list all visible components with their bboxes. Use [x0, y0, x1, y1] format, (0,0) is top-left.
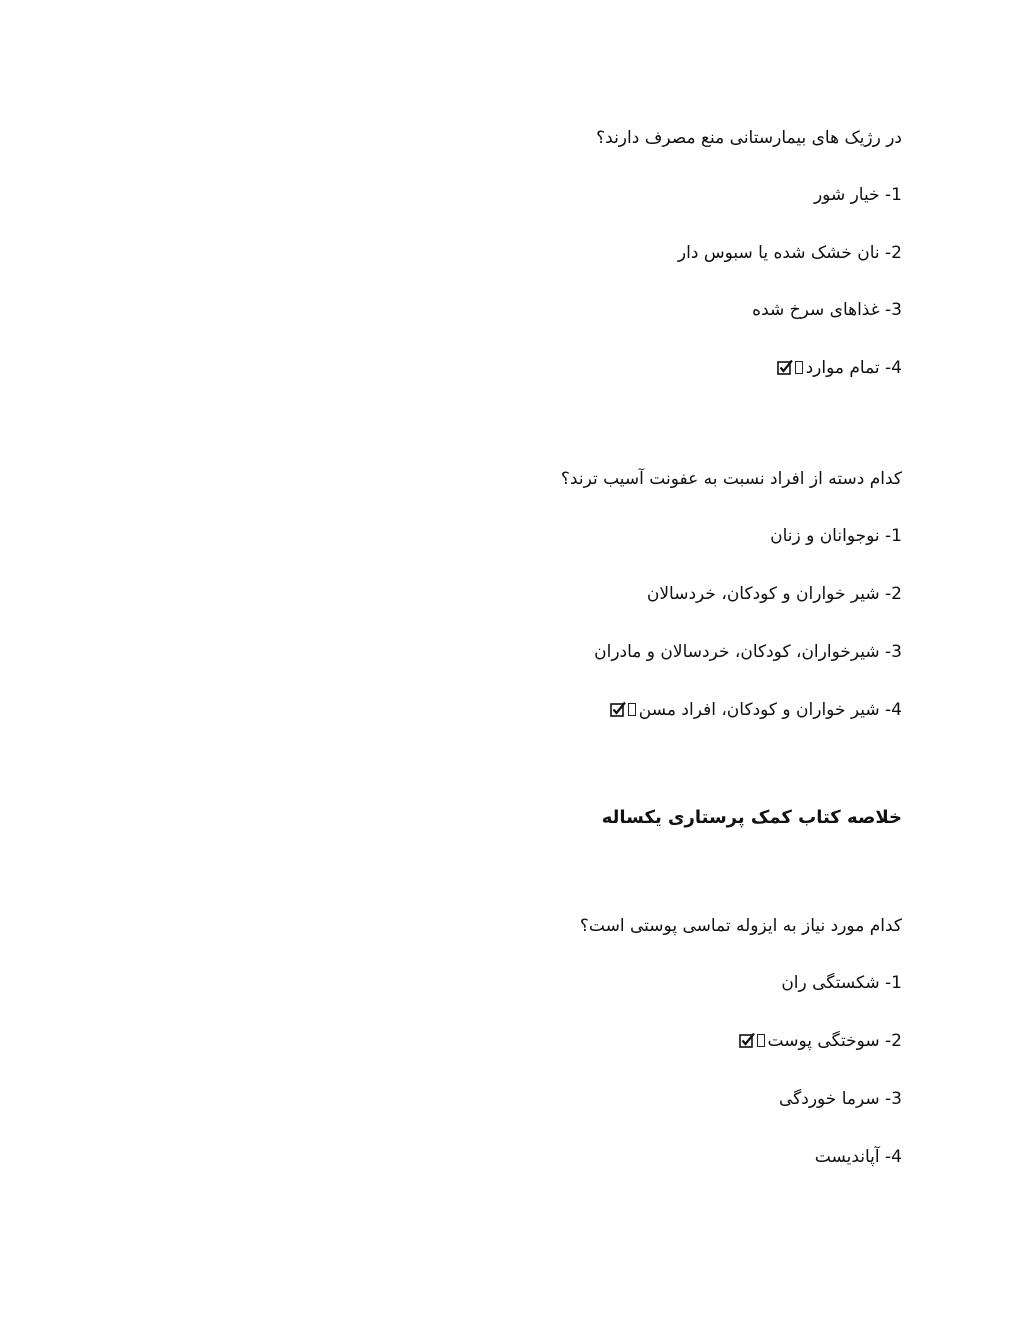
missing-glyph-icon — [757, 1034, 765, 1047]
missing-glyph-icon — [628, 703, 636, 716]
checkbox-checked-icon — [610, 701, 626, 717]
question-2-option-2 — [647, 582, 902, 606]
option-label: 4- شیر خواران و کودکان، افراد مسن — [638, 700, 902, 720]
question-1-option-1 — [814, 183, 902, 207]
question-2-option-4 — [610, 698, 902, 722]
option-label: 3- سرما خوردگی — [778, 1089, 902, 1109]
option-label: 3- شیرخواران، کودکان، خردسالان و مادران — [594, 642, 902, 662]
option-label: 2- نان خشک شده یا سبوس دار — [677, 243, 902, 263]
option-label: 4- تمام موارد — [805, 358, 902, 378]
question-1-option-4 — [777, 356, 902, 380]
option-label: 1- شکستگی ران — [781, 973, 902, 993]
section-heading: خلاصه کتاب کمک پرستاری یکساله — [601, 807, 902, 828]
question-3-option-1 — [781, 971, 902, 995]
question-3-text: کدام مورد نیاز به ایزوله تماسی پوستی است؟ — [579, 916, 902, 936]
question-3-option-4 — [815, 1145, 902, 1169]
question-2-option-1 — [770, 524, 902, 548]
option-label: 1- خیار شور — [813, 185, 902, 205]
checkbox-checked-icon — [739, 1032, 755, 1048]
missing-glyph-icon — [795, 361, 803, 374]
question-3-option-3 — [779, 1087, 902, 1111]
question-1-option-3 — [752, 298, 902, 322]
checkbox-checked-icon — [777, 359, 793, 375]
option-label: 4- آپاندیست — [814, 1147, 902, 1167]
question-2-text: کدام دسته از افراد نسبت به عفونت آسیب ترند؟ — [560, 469, 902, 489]
question-2-option-3 — [594, 640, 902, 664]
question-1-text: در رژیک های بیمارستانی منع مصرف دارند؟ — [596, 128, 902, 148]
option-label: 2- شیر خواران و کودکان، خردسالان — [646, 584, 902, 604]
question-3-option-2 — [739, 1029, 902, 1053]
option-label: 1- نوجوانان و زنان — [770, 526, 902, 546]
option-label: 3- غذاهای سرخ شده — [752, 300, 902, 320]
option-label: 2- سوختگی پوست — [767, 1031, 902, 1051]
question-1-option-2 — [678, 241, 902, 265]
